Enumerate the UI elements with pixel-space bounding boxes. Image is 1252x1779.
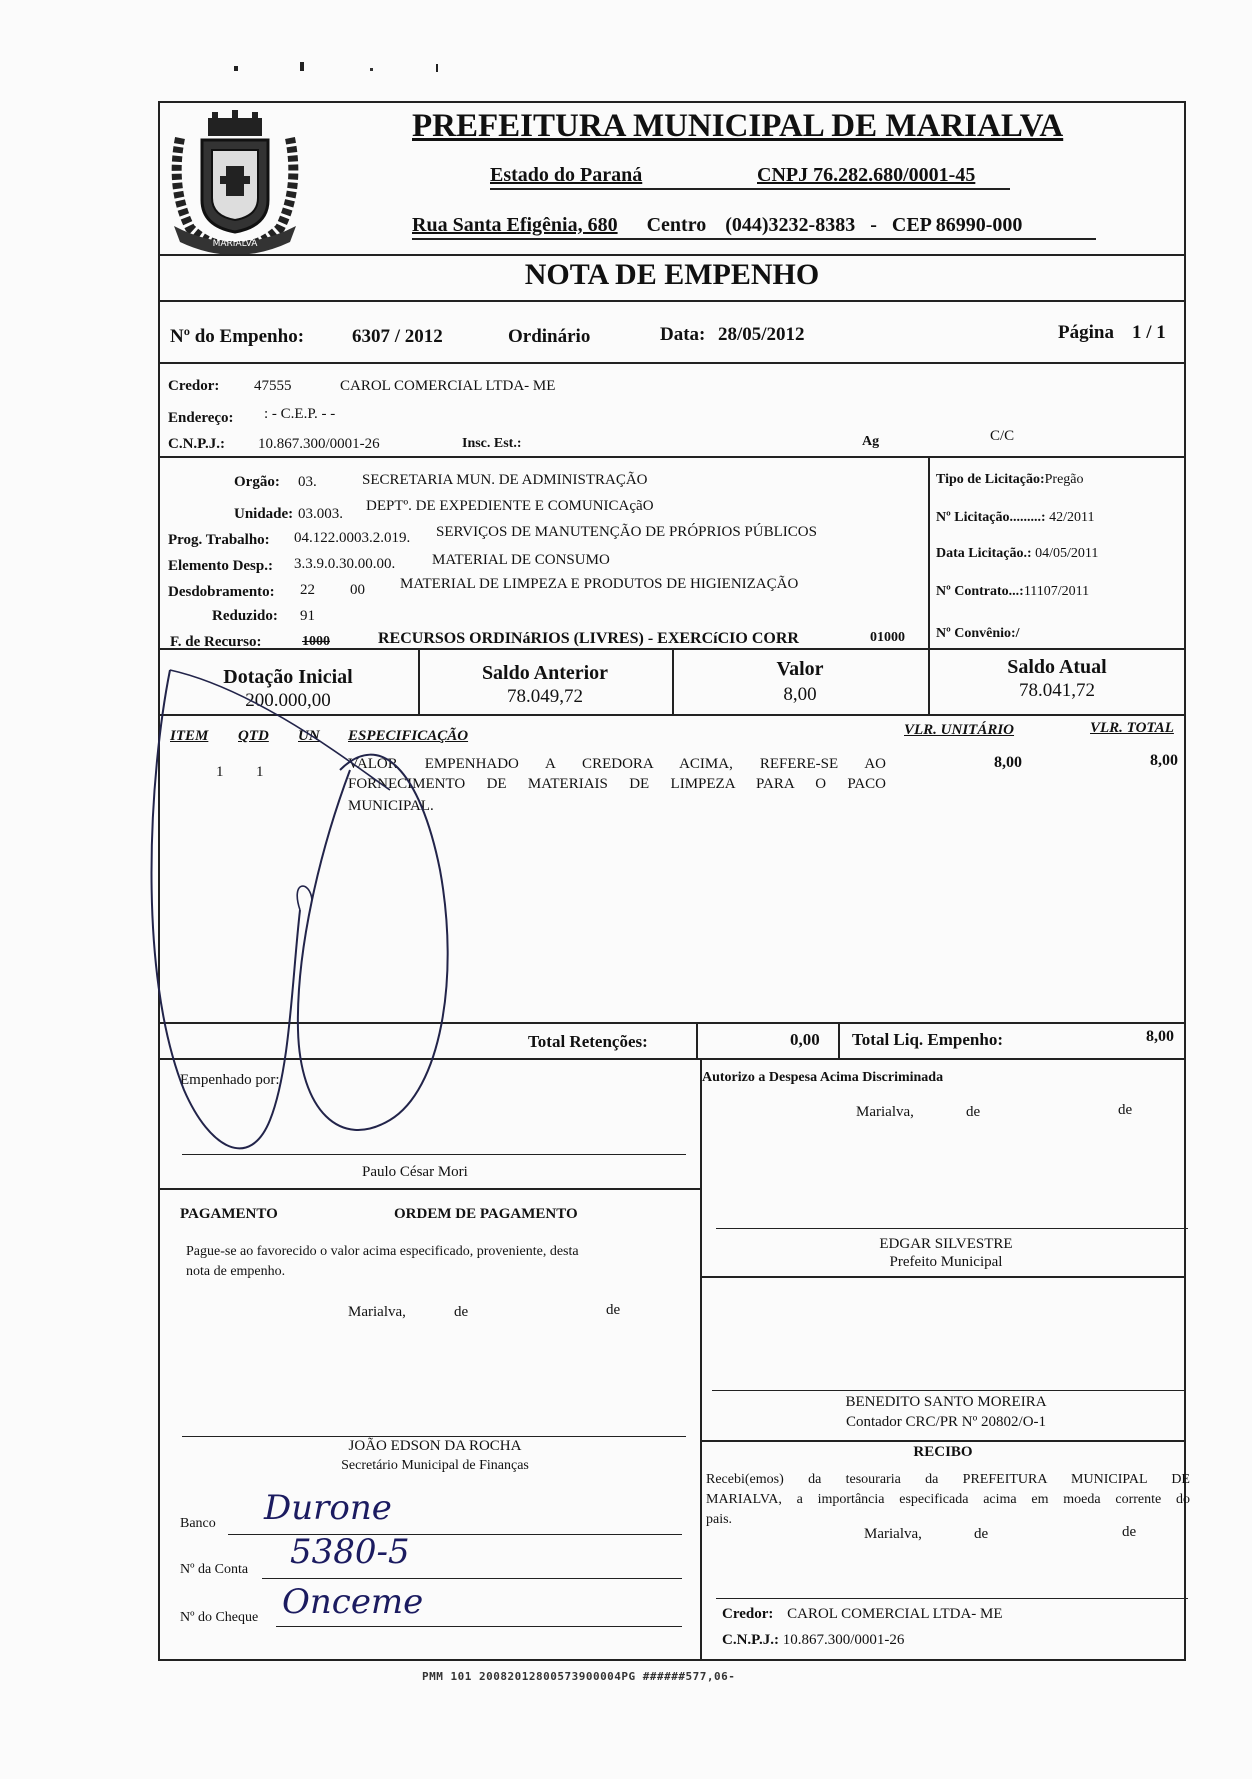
rule-title-top <box>158 254 1186 256</box>
col-spec: ESPECIFICAÇÃO <box>348 728 469 744</box>
empenhado-name: Paulo César Mori <box>362 1164 468 1180</box>
fonte-code2: 01000 <box>870 630 905 645</box>
licitacao-tipo-label: Tipo de Licitação: <box>936 472 1045 487</box>
orgao-code: 03. <box>298 474 317 490</box>
recibo-credor-name: CAROL COMERCIAL LTDA- ME <box>787 1606 1003 1622</box>
recibo-label: RECIBO <box>913 1444 973 1460</box>
cheque-label: Nº do Cheque <box>180 1610 259 1625</box>
recibo-de-1: de <box>974 1526 989 1542</box>
saldo-atual-label: Saldo Atual <box>1007 656 1107 678</box>
elem-label: Elemento Desp.: <box>168 558 273 574</box>
rule-contador-bottom <box>700 1440 1186 1442</box>
secretario-name: JOÃO EDSON DA ROCHA <box>348 1438 522 1454</box>
recibo-text-1: Recebi(emos) da tesouraria da PREFEITURA MUNICIPAL DE <box>706 1472 1190 1487</box>
valor-label: Valor <box>776 658 824 680</box>
prefeito-sign-line <box>716 1228 1188 1229</box>
recibo-cnpj-label: C.N.P.J.: <box>722 1632 779 1648</box>
handwritten-rubric <box>140 650 500 1190</box>
rule-licitacao-divider <box>928 456 930 648</box>
svg-text:MARIALVA: MARIALVA <box>212 239 258 249</box>
autorizo-de-2: de <box>1118 1102 1133 1118</box>
credor-name: CAROL COMERCIAL LTDA- ME <box>340 378 556 394</box>
rule-totals-2 <box>838 1022 840 1058</box>
col-unit: VLR. UNITÁRIO <box>904 722 1015 738</box>
licitacao-contrato <box>936 584 1089 600</box>
cnpj-field-label: C.N.P.J.: <box>168 436 225 452</box>
licitacao-data <box>936 546 1098 562</box>
prefeito-title: Prefeito Municipal <box>889 1254 1003 1270</box>
table-row-qtd: 1 <box>256 764 264 780</box>
orgao-label: Orgão: <box>234 474 280 490</box>
empenho-date: 28/05/2012 <box>718 324 805 345</box>
scan-marks <box>230 60 470 74</box>
saldo-anterior-label: Saldo Anterior <box>481 662 609 684</box>
col-un: UN <box>298 728 320 744</box>
table-row-spec-2: FORNECIMENTO DE MATERIAIS DE LIMPEZA PARA O PACO <box>348 776 886 792</box>
retencoes-value: 0,00 <box>790 1030 820 1049</box>
doc-title: NOTA DE EMPENHO <box>524 258 820 291</box>
licitacao-convenio: Nº Convênio:/ <box>936 626 1020 641</box>
page-number: 1 / 1 <box>1132 322 1166 343</box>
ordem-label: ORDEM DE PAGAMENTO <box>394 1206 578 1222</box>
rule-empenho-bottom <box>158 362 1186 364</box>
valor-value: 8,00 <box>783 684 817 705</box>
separator: - <box>870 214 877 236</box>
unidade-label: Unidade: <box>234 506 294 522</box>
rule-lower-divider <box>700 1058 702 1661</box>
address-field-value: : - C.E.P. - - <box>264 406 336 422</box>
empenho-type: Ordinário <box>508 326 591 347</box>
licitacao-tipo-value: Pregão <box>1044 472 1084 487</box>
table-row-item: 1 <box>216 764 224 780</box>
recibo-cnpj-value: 10.867.300/0001-26 <box>782 1632 905 1648</box>
banco-label: Banco <box>180 1516 216 1531</box>
credor-label: Credor: <box>168 378 220 394</box>
autorizo-label: Autorizo a Despesa Acima Discriminada <box>702 1070 944 1085</box>
empenhado-label: Empenhado por: <box>180 1072 280 1088</box>
recibo-credor-label: Credor: <box>722 1606 774 1622</box>
pague-text-1: Pague-se ao favorecido o valor acima especificado, proveniente, desta <box>186 1244 579 1259</box>
pag-de-2: de <box>606 1302 621 1318</box>
cheque-handwritten: Onceme <box>282 1582 424 1622</box>
fonte-label: F. de Recurso: <box>170 634 262 650</box>
liquido-value: 8,00 <box>1146 1028 1174 1045</box>
conta-label: Nº da Conta <box>180 1562 249 1577</box>
table-row-unit: 8,00 <box>994 754 1022 771</box>
retencoes-label: Total Retenções: <box>528 1032 648 1051</box>
licitacao-contrato-value: 11107/2011 <box>1023 584 1090 599</box>
cc-label: C/C <box>990 428 1015 444</box>
cep: CEP 86990-000 <box>891 214 1023 236</box>
desd-code1: 22 <box>300 582 315 598</box>
table-row-spec-3: MUNICIPAL. <box>348 798 434 814</box>
pagamento-label: PAGAMENTO <box>180 1206 278 1222</box>
rule-totals-1 <box>696 1022 698 1058</box>
empenho-num-label: Nº do Empenho: <box>170 326 305 347</box>
liquido-label: Total Liq. Empenho: <box>852 1030 1003 1049</box>
header-underline <box>490 188 1010 190</box>
recibo-cnpj <box>722 1632 904 1649</box>
conta-handwritten: 5380-5 <box>290 1532 410 1572</box>
cnpj-label: CNPJ 76.282.680/0001-45 <box>757 164 976 186</box>
saldo-anterior-value: 78.049,72 <box>507 686 583 707</box>
prog-name: SERVIÇOS DE MANUTENÇÃO DE PRÓPRIOS PÚBLICOS <box>436 524 817 540</box>
page-title: PREFEITURA MUNICIPAL DE MARIALVA <box>412 108 1064 144</box>
orgao-name: SECRETARIA MUN. DE ADMINISTRAÇÃO <box>362 472 648 488</box>
licitacao-contrato-label: Nº Contrato...: <box>936 584 1024 599</box>
reduz-label: Reduzido: <box>212 608 278 624</box>
address-underline <box>412 238 1096 240</box>
prog-code: 04.122.0003.2.019. <box>294 530 411 546</box>
recibo-de-2: de <box>1122 1524 1137 1540</box>
table-row-total: 8,00 <box>1150 752 1178 769</box>
empenho-num: 6307 / 2012 <box>352 326 443 347</box>
secretario-sign-line <box>182 1436 686 1437</box>
fonte-code: 1000 <box>302 634 330 649</box>
reduz-value: 91 <box>300 608 315 624</box>
cheque-line <box>276 1626 682 1627</box>
ag-label: Ag <box>862 434 880 449</box>
empenho-date-label: Data: <box>660 324 706 345</box>
desd-code2: 00 <box>350 582 365 598</box>
licitacao-num-label: Nº Licitação.........: <box>936 510 1046 525</box>
table-row-spec-1: VALOR EMPENHADO A CREDORA ACIMA, REFERE-SE AO <box>348 756 886 772</box>
secretario-title: Secretário Municipal de Finanças <box>341 1458 529 1473</box>
pag-city: Marialva, <box>348 1304 406 1320</box>
autorizo-de-1: de <box>966 1104 981 1120</box>
col-qtd: QTD <box>238 728 269 744</box>
insc-label: Insc. Est.: <box>462 436 522 451</box>
elem-name: MATERIAL DE CONSUMO <box>432 552 610 568</box>
fonte-name: RECURSOS ORDINáRIOS (LIVRES) - EXERCíCIO CORR <box>378 630 799 647</box>
licitacao-data-value: 04/05/2011 <box>1035 546 1099 561</box>
address-label <box>412 214 1022 237</box>
rule-prefeito-bottom <box>700 1276 1186 1278</box>
saldo-atual-value: 78.041,72 <box>1019 680 1095 701</box>
cnpj-field-value: 10.867.300/0001-26 <box>258 436 380 452</box>
licitacao-tipo <box>936 472 1084 488</box>
col-total: VLR. TOTAL <box>1090 720 1174 736</box>
desd-label: Desdobramento: <box>168 584 275 600</box>
licitacao-num-value: 42/2011 <box>1049 510 1095 525</box>
rule-title-bottom <box>158 300 1186 302</box>
unidade-name: DEPTº. DE EXPEDIENTE E COMUNICAçãO <box>366 498 654 514</box>
contador-title: Contador CRC/PR Nº 20802/O-1 <box>845 1414 1047 1430</box>
rule-credor-bottom <box>158 456 1186 458</box>
recibo-text-2: MARIALVA, a importância especificada acima em moeda corrente do <box>706 1492 1190 1507</box>
desd-name: MATERIAL DE LIMPEZA E PRODUTOS DE HIGIENIZAÇÃO <box>400 576 799 592</box>
recibo-sign-line <box>716 1598 1188 1599</box>
address: Rua Santa Efigênia, 680 <box>412 214 618 236</box>
address-field-label: Endereço: <box>168 410 234 426</box>
page-label: Página <box>1058 322 1114 343</box>
prog-label: Prog. Trabalho: <box>168 532 270 548</box>
licitacao-data-label: Data Licitação.: <box>936 546 1032 561</box>
contador-sign-line <box>712 1390 1184 1391</box>
licitacao-num <box>936 510 1094 526</box>
district: Centro <box>646 214 707 236</box>
phone: (044)3232-8383 <box>725 214 856 236</box>
autorizo-city: Marialva, <box>856 1104 914 1120</box>
recibo-credor <box>722 1606 1003 1623</box>
dotacao-label: Dotação Inicial <box>223 666 353 688</box>
footer-code: PMM 101 20082012800573900004PG ######577,06- <box>422 1670 736 1683</box>
coat-of-arms-logo <box>160 108 310 260</box>
credor-code: 47555 <box>254 378 292 394</box>
state-label: Estado do Paraná <box>490 164 643 186</box>
pag-de-1: de <box>454 1304 469 1320</box>
col-item: ITEM <box>170 728 209 744</box>
unidade-code: 03.003. <box>298 506 343 522</box>
elem-code: 3.3.9.0.30.00.00. <box>294 556 396 572</box>
contador-name: BENEDITO SANTO MOREIRA <box>845 1394 1047 1410</box>
prefeito-name: EDGAR SILVESTRE <box>879 1236 1013 1252</box>
recibo-text-3: pais. <box>706 1512 733 1527</box>
pague-text-2: nota de empenho. <box>186 1264 286 1279</box>
dotacao-value: 200.000,00 <box>245 690 331 711</box>
recibo-city: Marialva, <box>864 1526 922 1542</box>
conta-line <box>262 1578 682 1579</box>
banco-handwritten: Durone <box>264 1488 392 1528</box>
